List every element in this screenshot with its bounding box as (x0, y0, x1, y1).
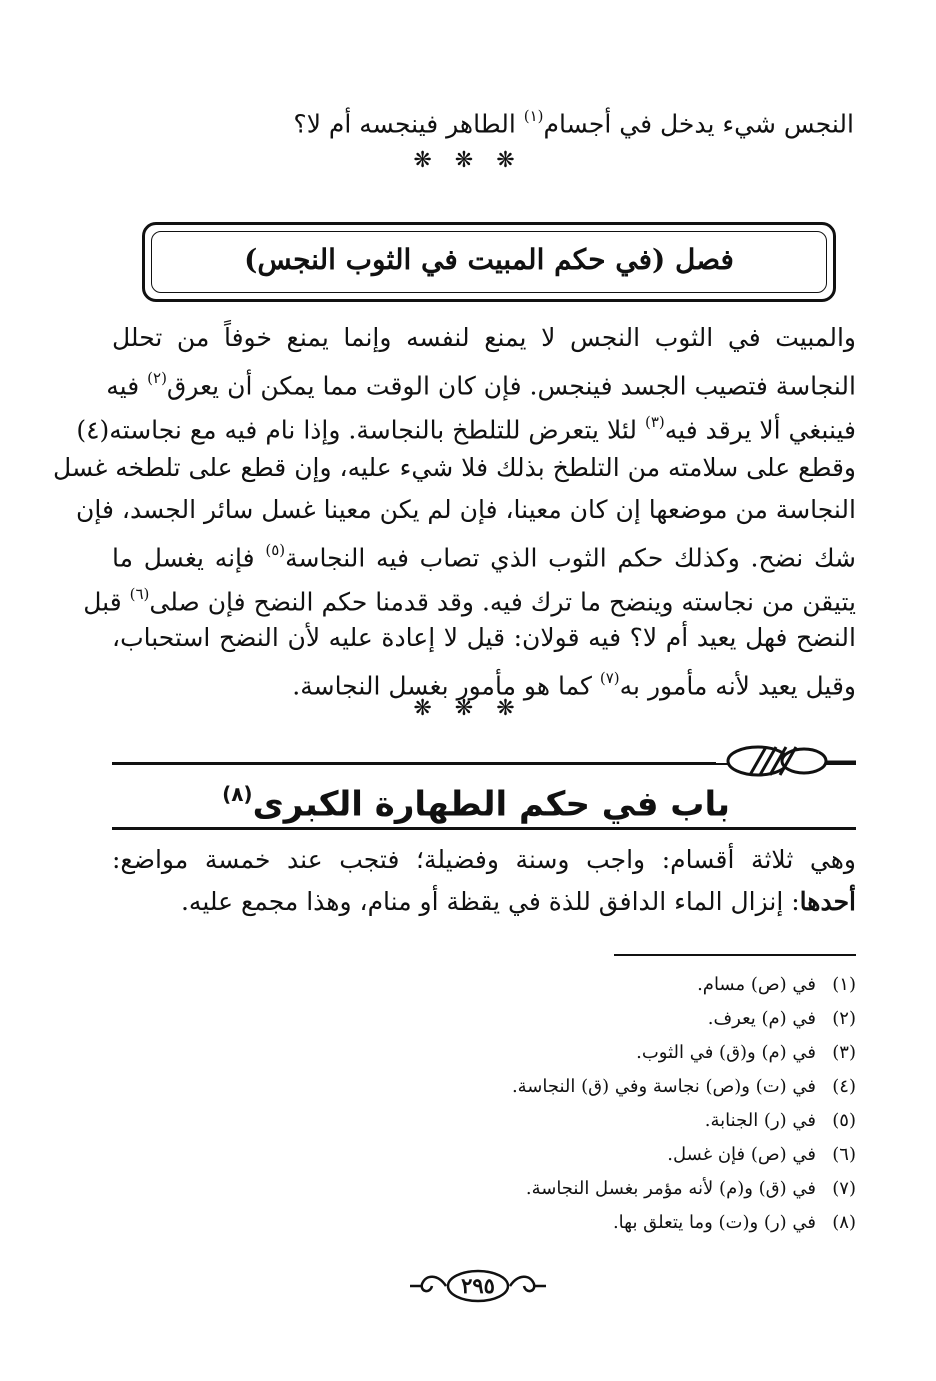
chapter-title-text: باب في حكم الطهارة الكبرى (252, 784, 730, 825)
paragraph-line (53, 448, 856, 488)
paragraph-line (83, 576, 856, 622)
paragraph-line (112, 618, 856, 658)
text-segment: النجاسة فتصيب الجسد فينجس. فإن كان الوقت مما يمكن أن يعرق (166, 371, 856, 401)
footnote-text: في (ر) و(ت) وما يتعلق بها. (612, 1212, 816, 1233)
footnote-ref: (٥) (265, 541, 286, 559)
chapter-title (222, 768, 730, 832)
footnote-text: في (م) يعرف. (707, 1008, 816, 1029)
footnote-number: (١) (832, 974, 856, 995)
footnote-text: في (ص) مسام. (697, 974, 816, 995)
text-segment: كما هو مأمور بغسل النجاسة. (292, 671, 600, 701)
footnote-number: (٢) (832, 1008, 856, 1029)
bold-lead-word: أحدها (799, 887, 856, 916)
fasl-heading-frame (142, 222, 836, 302)
section-separator: ❋ ❋ ❋ (413, 696, 523, 721)
paragraph-line (112, 532, 856, 578)
chapter-paragraph-line (181, 882, 856, 922)
text-segment: النضح فهل يعيد أم لا؟ فيه قولان: قيل لا إعادة عليه لأن النضح استحباب، (112, 623, 856, 652)
footnote-text: في (ص) فإن غسل. (667, 1144, 816, 1165)
footnote-item (356, 968, 856, 1002)
footnote-number: (٣) (832, 1042, 856, 1063)
chapter-bottom-rule (112, 827, 856, 830)
footnote-number: (٧) (832, 1178, 856, 1199)
footnote-text: في (ت) و(ص) نجاسة وفي (ق) النجاسة. (511, 1076, 816, 1097)
text-segment: والمبيت في الثوب النجس لا يمنع لنفسه وإنما يمنع خوفاً من تحلل (112, 323, 856, 352)
top-continuation-line (293, 98, 854, 144)
footnote-ref: (٣) (644, 413, 665, 431)
footnote-number: (٦) (832, 1144, 856, 1165)
footnote-ref: (٢) (147, 369, 167, 387)
footnote-item (356, 1206, 856, 1240)
footnote-ref: (٦) (129, 585, 150, 603)
footnote-text: في (م) و(ق) في الثوب. (636, 1042, 816, 1063)
footnote-item (356, 1002, 856, 1036)
text-segment: شك نضح. وكذلك حكم الثوب الذي تصاب فيه النجاسة (285, 543, 856, 573)
text-segment: : إنزال الماء الدافق للذة في يقظة أو منام، وهذا مجمع عليه. (180, 887, 800, 916)
text-segment: الطاهر فينجسه أم لا؟ (293, 109, 524, 139)
text-segment: يتيقن من نجاسته وينضح ما ترك فيه. وقد قدمنا حكم النضح فإن صلى (149, 587, 856, 617)
text-segment: لئلا يتعرض للتلطخ بالنجاسة. وإذا نام فيه مع نجاسته(٤) (76, 415, 645, 445)
footnote-text: في (ر) الجنابة. (704, 1110, 816, 1131)
footnote-text: في (ق) و(م) لأنه مؤمر بغسل النجاسة. (525, 1178, 816, 1199)
footnote-item (356, 1104, 856, 1138)
chapter-paragraph-line (112, 840, 856, 880)
footnote-number: (٨) (832, 1212, 856, 1233)
text-segment: النجاسة من موضعها إن كان معينا، فإن لم يكن معينا غسل سائر الجسد، فإن (76, 495, 856, 524)
footnote-item (356, 1172, 856, 1206)
text-segment: وهي ثلاثة أقسام: واجب وسنة وفضيلة؛ فتجب عند خمسة مواضع: (112, 845, 856, 874)
footnote-number: (٤) (832, 1076, 856, 1097)
text-segment: النجس شيء يدخل في أجسام (543, 109, 854, 139)
fasl-heading-title: فصل (في حكم المبيت في الثوب النجس) (244, 243, 734, 276)
text-segment: قبل (83, 587, 130, 617)
chapter-ornament-icon (716, 735, 856, 785)
section-separator: ❋ ❋ ❋ (413, 148, 523, 173)
text-segment: فإنه يغسل ما (112, 543, 266, 573)
page-number: ٢٩٥ (461, 1273, 495, 1298)
paragraph-line (76, 404, 856, 450)
text-segment: وقيل يعيد لأنه مأمور به (619, 671, 856, 701)
footnote-ref: (٧) (599, 669, 620, 687)
footnote-ref-8: (٨) (222, 782, 253, 806)
footnote-ref-1: (١) (523, 107, 544, 125)
footnote-item (356, 1138, 856, 1172)
footnote-item (356, 1070, 856, 1104)
paragraph-line (76, 490, 856, 530)
footnote-rule (614, 954, 856, 956)
paragraph-line (106, 360, 856, 406)
footnote-number: (٥) (832, 1110, 856, 1131)
text-segment: وقطع على سلامته من التلطخ بذلك فلا شيء عليه، وإن قطع على تلطخه غسل (53, 453, 856, 482)
text-segment: فينبغي ألا يرقد فيه (664, 415, 856, 445)
footnote-item (356, 1036, 856, 1070)
text-segment: فيه (106, 371, 148, 401)
footnotes-list (356, 968, 856, 1240)
paragraph-line (112, 318, 856, 358)
